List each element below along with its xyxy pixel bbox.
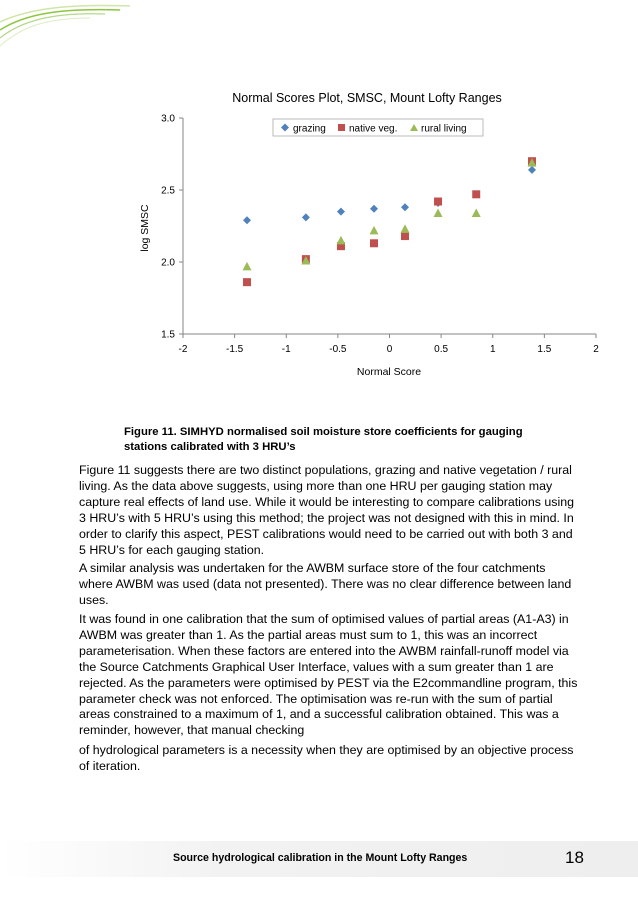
- x-tick-label: 1: [489, 344, 496, 355]
- x-tick-label: 0.5: [434, 344, 449, 355]
- footer-title: Source hydrological calibration in the Mount Lofty Ranges: [173, 852, 468, 864]
- y-tick-label: 2.0: [161, 257, 175, 269]
- data-point-rural-living: [370, 226, 379, 235]
- data-point-rural-living: [336, 236, 345, 245]
- chart-legend: [273, 119, 483, 136]
- y-tick-label: 3.0: [161, 113, 175, 125]
- chart-points: [243, 157, 537, 286]
- data-point-rural-living: [243, 262, 252, 271]
- chart-canvas: [130, 80, 610, 380]
- data-point-grazing: [528, 166, 536, 174]
- paragraph-4: of hydrological parameters is a necessity when they are optimised by an objective process of iteration.: [79, 743, 574, 773]
- chart-axes: [161, 114, 599, 356]
- data-point-rural-living: [472, 209, 481, 218]
- y-tick-label: 2.5: [161, 185, 175, 197]
- y-axis-label: log SMSC: [139, 204, 151, 252]
- legend-label-grazing: grazing: [293, 123, 326, 135]
- paragraph-3: It was found in one calibration that the sum of optimised values of partial areas (A1-A3) in AWBM was greater than 1. As the partial areas must sum to 1, this was an incorrect parameterisation. When these factors are entered into the AWBM rainfall-runoff model via the Source Catchments Graphical User Interface, values with a sum greater than 1 are rejected. As the parameters were optimised by PEST via the E2commandline program, this parameter check was not enforced. The optimisation was re-run with the sum of partial areas constrained to a maximum of 1, and a successful calibration obtained. This was a reminder, however, that manual checking: [79, 612, 578, 738]
- data-point-native-veg: [434, 198, 442, 206]
- page-number: 18: [565, 848, 584, 867]
- x-tick-label: -1.5: [226, 344, 244, 355]
- legend-label-native-veg: native veg.: [349, 123, 398, 135]
- x-tick-label: -1: [281, 344, 291, 355]
- x-tick-label: 0: [386, 344, 393, 355]
- legend-marker-native-veg: [338, 124, 345, 131]
- x-tick-label: -0.5: [329, 344, 347, 355]
- data-point-native-veg: [401, 232, 409, 240]
- paragraph-2: A similar analysis was undertaken for the AWBM surface store of the four catchments where AWBM was used (data not presented). There was no clear difference between land uses.: [79, 561, 572, 607]
- data-point-grazing: [401, 203, 409, 211]
- y-tick-label: 1.5: [161, 329, 175, 341]
- data-point-native-veg: [243, 278, 251, 286]
- data-point-grazing: [370, 205, 378, 213]
- scatter-chart: [130, 80, 610, 380]
- data-point-grazing: [243, 216, 251, 224]
- chart-title: Normal Scores Plot, SMSC, Mount Lofty Ranges: [232, 91, 502, 105]
- x-tick-label: 1.5: [537, 344, 552, 355]
- data-point-grazing: [302, 213, 310, 221]
- x-tick-label: -2: [178, 344, 188, 355]
- paragraph-1: Figure 11 suggests there are two distinct populations, grazing and native vegetation / rural living. As the data above suggests, using more than one HRU per gauging station may capture real effects of land use. While it would be interesting to compare calibrations using 3 HRU’s with 5 HRU’s using this method; the project was not designed with this in mind. In order to clarify this aspect, PEST calibrations would need to be carried out with both 3 and 5 HRU’s for each gauging station.: [79, 463, 574, 557]
- data-point-native-veg: [370, 239, 378, 247]
- data-point-native-veg: [472, 190, 480, 198]
- legend-label-rural-living: rural living: [421, 123, 467, 135]
- data-point-rural-living: [400, 224, 409, 233]
- data-point-grazing: [337, 208, 345, 216]
- corner-swoosh-decoration: [0, 0, 140, 60]
- figure-caption: Figure 11. SIMHYD normalised soil moisture store coefficients for gauging stations calibrated with 3 HRU’s: [124, 426, 523, 453]
- x-tick-label: 2: [593, 344, 599, 355]
- x-axis-label: Normal Score: [356, 366, 422, 378]
- data-point-rural-living: [434, 209, 443, 218]
